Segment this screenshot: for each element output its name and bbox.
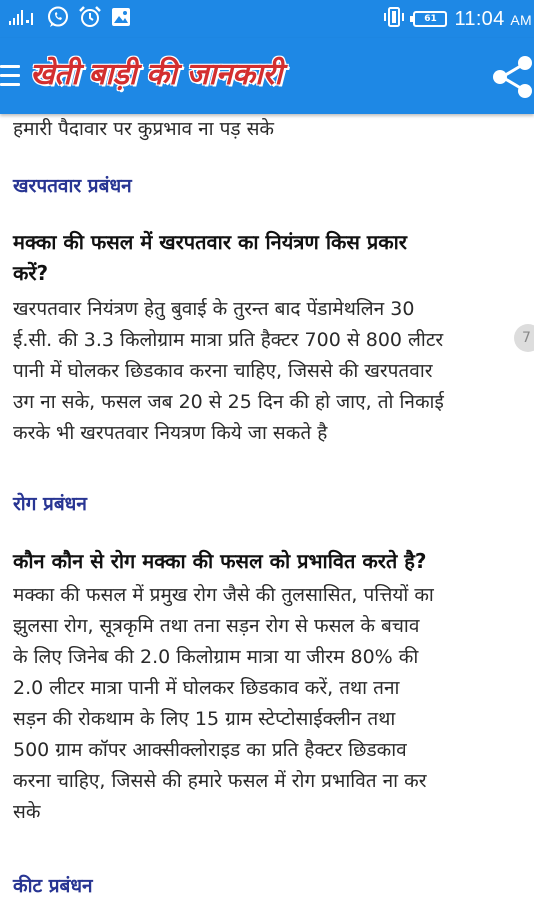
answer-line: के लिए जिनेब की 2.0 किलोग्राम मात्रा या जीरम 80% की bbox=[13, 646, 419, 668]
article-content[interactable] bbox=[0, 114, 534, 900]
app-bar bbox=[0, 38, 534, 114]
signal-icon bbox=[8, 8, 38, 30]
gallery-icon bbox=[110, 6, 132, 32]
share-icon bbox=[486, 56, 534, 98]
whatsapp-icon bbox=[46, 5, 70, 33]
status-time-value: 11:04 bbox=[454, 7, 505, 30]
battery-level: 61 bbox=[424, 14, 437, 24]
alarm-icon bbox=[78, 5, 102, 33]
battery-icon bbox=[413, 11, 447, 27]
status-bar-right-icons bbox=[382, 6, 532, 32]
answer-line: पानी में घोलकर छिडकाव करना चाहिए, जिससे की खरपतवार bbox=[13, 360, 433, 382]
answer-line: झुलसा रोग, सूत्रकृमि तथा तना सड़न रोग से फसल के बचाव bbox=[13, 615, 420, 637]
answer-line: मक्का की फसल में प्रमुख रोग जैसे की तुलसासित, पत्तियों का bbox=[13, 584, 434, 606]
section-heading-weed-management: खरपतवार प्रबंधन bbox=[13, 175, 132, 197]
app-title: खेती बाड़ी की जानकारी bbox=[30, 57, 282, 92]
question-line: कौन कौन से रोग मक्का की फसल को प्रभावित करते है? bbox=[13, 549, 427, 573]
menu-button[interactable] bbox=[0, 58, 22, 94]
answer-line: खरपतवार नियंत्रण हेतु बुवाई के तुरन्त बाद पेंडामेथलिन 30 bbox=[13, 298, 415, 320]
answer-diseases bbox=[13, 580, 534, 828]
answer-line: ई.सी. की 3.3 किलोग्राम मात्रा प्रति हैक्टर 700 से 800 लीटर bbox=[13, 329, 444, 351]
menu-icon-bar bbox=[0, 74, 20, 77]
intro-line: हमारी पैदावार पर कुप्रभाव ना पड़ सके bbox=[13, 118, 275, 140]
answer-weed-control bbox=[13, 294, 534, 449]
status-time bbox=[454, 8, 532, 31]
answer-line: करना चाहिए, जिससे की हमारे फसल में रोग प्रभावित ना कर bbox=[13, 770, 427, 792]
answer-line: सके bbox=[13, 801, 41, 823]
answer-line: 500 ग्राम कॉपर आक्सीक्लोराइड का प्रति हैक्टर छिडकाव bbox=[13, 739, 407, 761]
answer-line: 2.0 लीटर मात्रा पानी में घोलकर छिडकाव करें, तथा तना bbox=[13, 677, 400, 699]
section-heading-pest-management: कीट प्रबंधन bbox=[13, 875, 93, 897]
status-bar-left-icons bbox=[8, 6, 132, 32]
share-button[interactable] bbox=[486, 56, 534, 98]
section-heading-disease-management: रोग प्रबंधन bbox=[13, 493, 87, 515]
question-line: करें? bbox=[13, 261, 49, 285]
question-weed-control bbox=[13, 227, 534, 289]
question-diseases bbox=[13, 546, 534, 577]
answer-line: उग ना सके, फसल जब 20 से 25 दिन की हो जाए, तो निकाई bbox=[13, 391, 444, 413]
question-line: मक्का की फसल में खरपतवार का नियंत्रण किस प्रकार bbox=[13, 230, 407, 254]
status-bar bbox=[0, 0, 534, 38]
answer-line: सड़न की रोकथाम के लिए 15 ग्राम स्टेप्टोसाईक्लीन तथा bbox=[13, 708, 396, 730]
intro-text bbox=[13, 114, 534, 145]
page-indicator[interactable]: 7 bbox=[514, 324, 534, 352]
status-time-ampm: AM bbox=[510, 11, 532, 28]
answer-line: करके भी खरपतवार नियत्रण किये जा सकते है bbox=[13, 422, 328, 444]
vibrate-icon bbox=[382, 6, 406, 32]
menu-icon bbox=[0, 65, 20, 68]
menu-icon-bar bbox=[0, 83, 20, 86]
